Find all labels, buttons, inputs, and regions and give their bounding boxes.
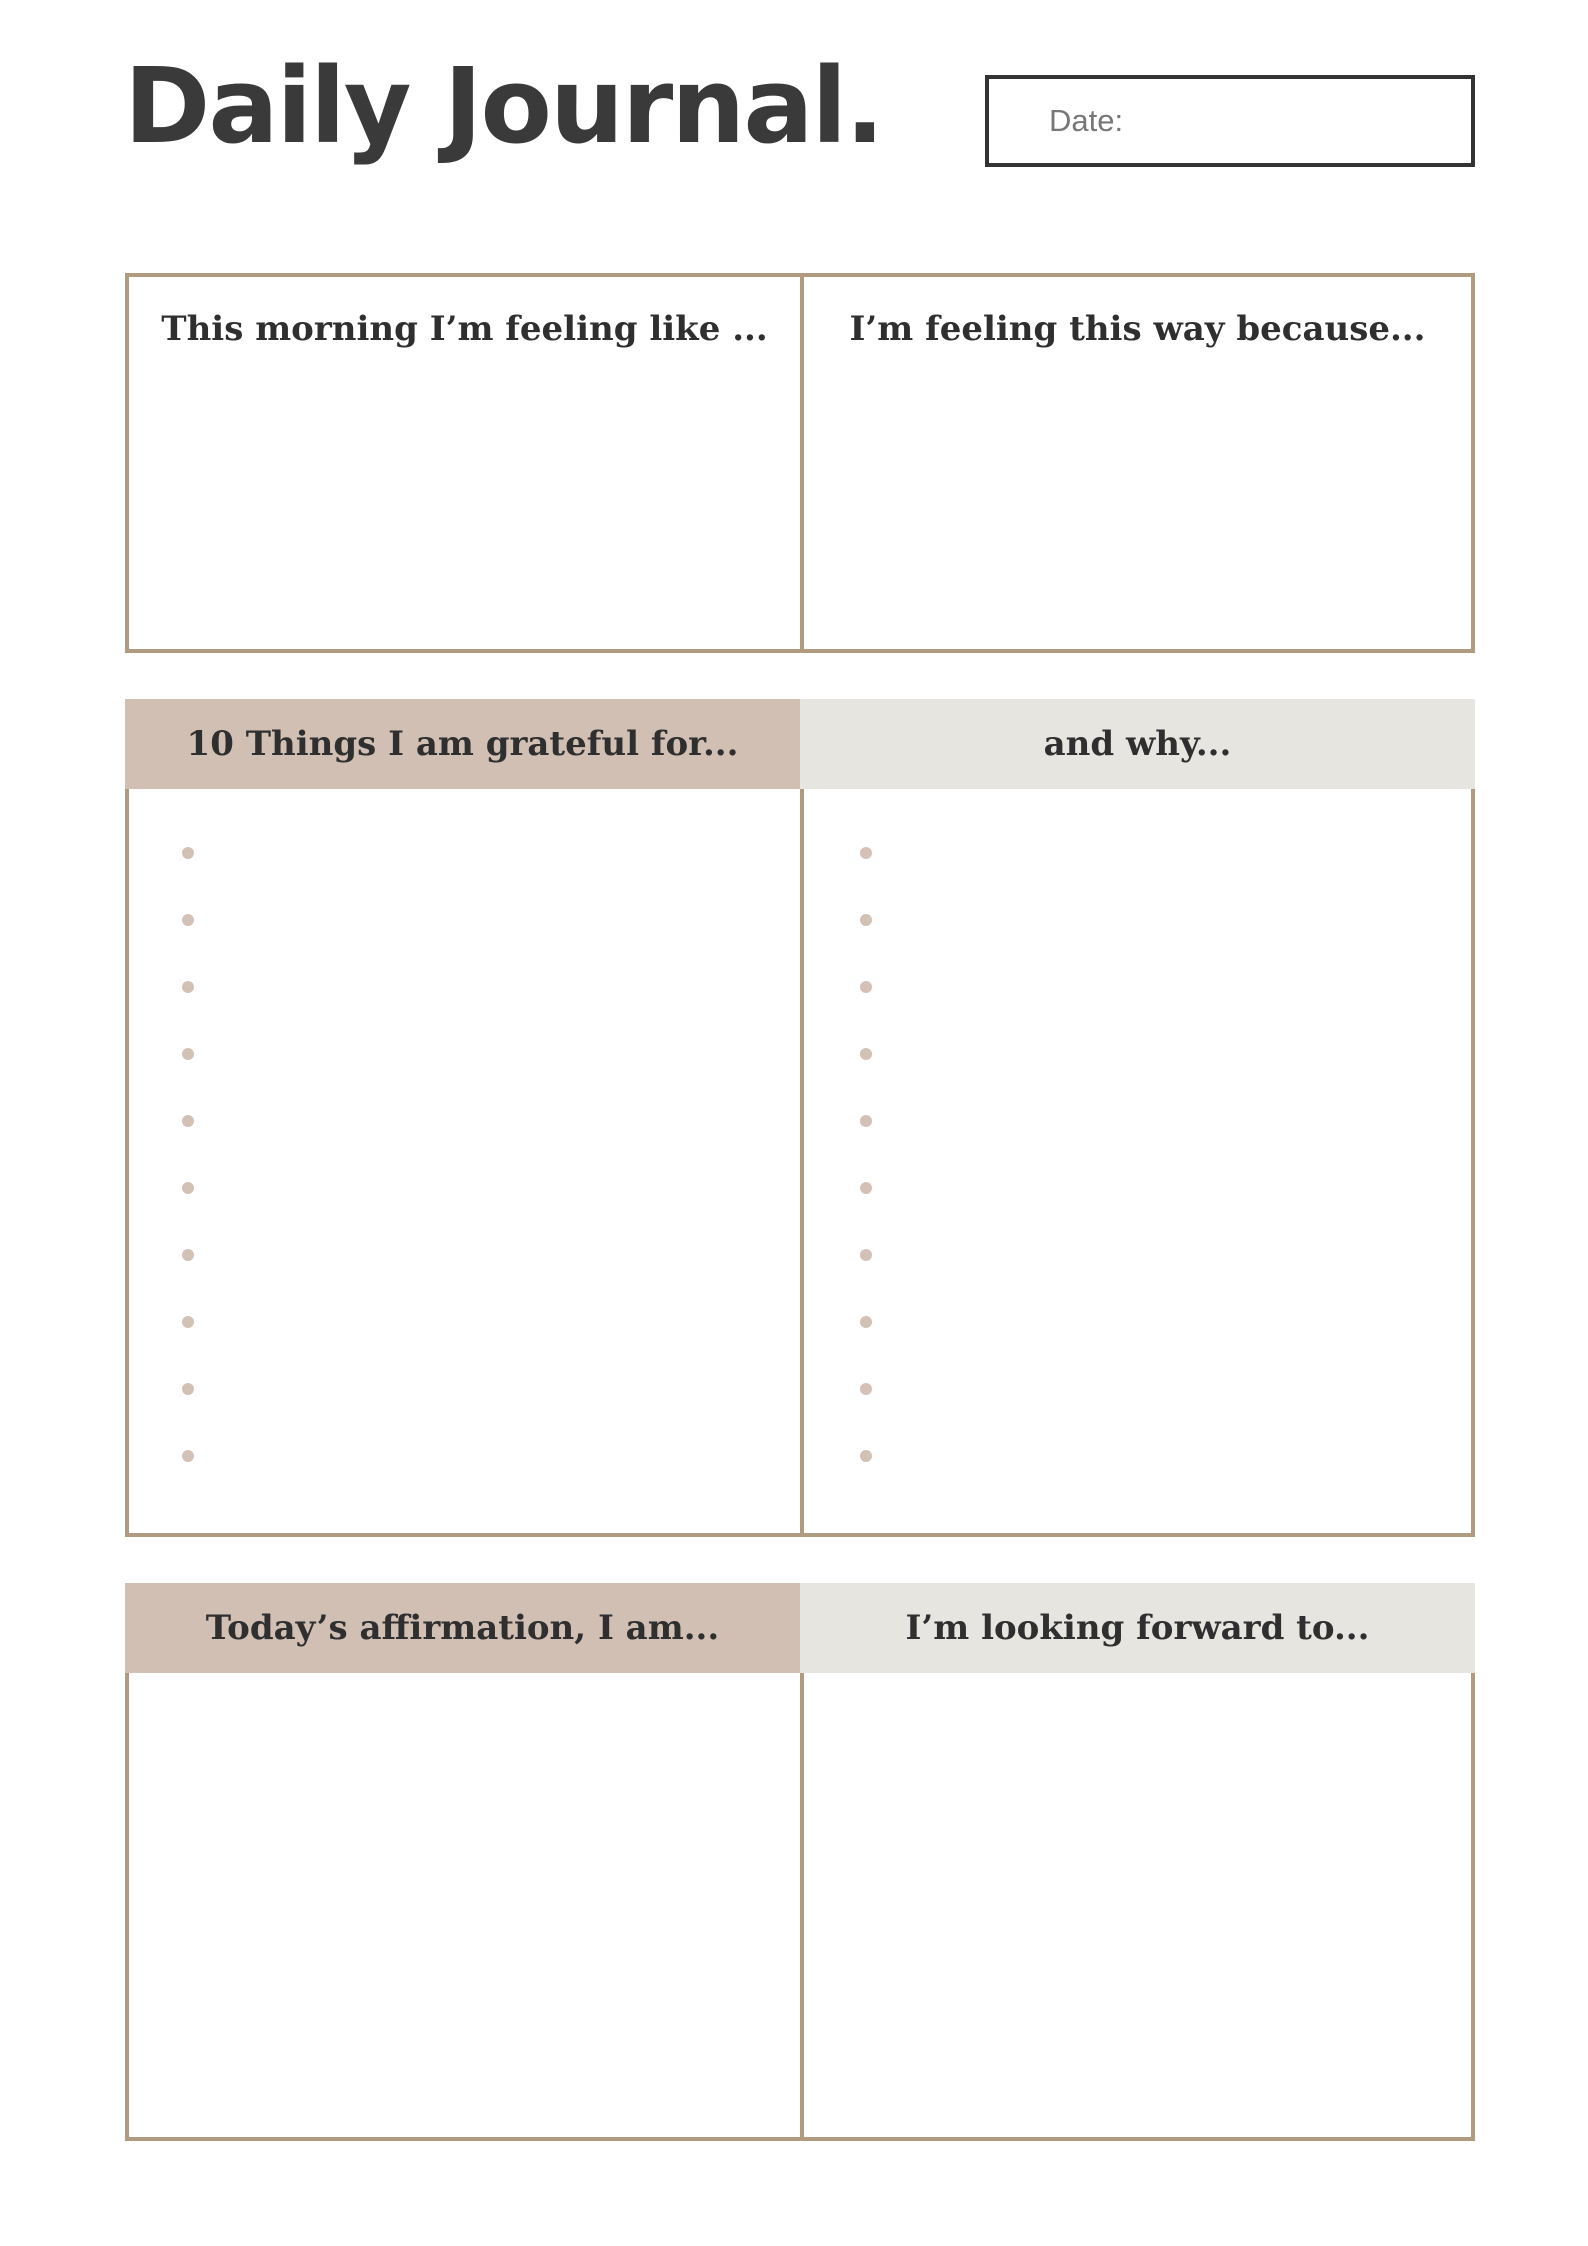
bullet-item: [860, 1182, 872, 1249]
bullet-item: [182, 1249, 194, 1316]
bullet-item: [860, 1383, 872, 1450]
bullet-item: [860, 847, 872, 914]
bullet-item: [860, 1115, 872, 1182]
gratitude-why-bullet-list: [860, 847, 872, 1517]
gratitude-header-band: [125, 699, 1475, 789]
gratitude-why-heading: and why...: [800, 699, 1475, 789]
date-label: Date:: [1049, 103, 1124, 138]
gratitude-bullet-list: [182, 847, 194, 1517]
feeling-reason-heading: I’m feeling this way because...: [849, 309, 1426, 349]
bullet-item: [860, 1316, 872, 1383]
bullet-item: [182, 1316, 194, 1383]
bullet-item: [182, 1383, 194, 1450]
looking-forward-heading: I’m looking forward to...: [800, 1583, 1475, 1673]
bullet-item: [860, 914, 872, 981]
page-title: Daily Journal.: [124, 45, 883, 167]
date-field[interactable]: [985, 75, 1475, 167]
bullet-item: [860, 1450, 872, 1517]
affirmation-header-band: [125, 1583, 1475, 1673]
gratitude-panel: [125, 699, 1475, 1537]
gratitude-heading: 10 Things I am grateful for...: [125, 699, 800, 789]
bullet-item: [182, 1115, 194, 1182]
bullet-item: [182, 914, 194, 981]
bullet-item: [860, 981, 872, 1048]
bullet-item: [860, 1048, 872, 1115]
panel-divider: [800, 699, 804, 1533]
bullet-item: [182, 1450, 194, 1517]
morning-feelings-panel: [125, 273, 1475, 653]
bullet-item: [182, 981, 194, 1048]
bullet-item: [182, 1048, 194, 1115]
bullet-item: [860, 1249, 872, 1316]
morning-feeling-heading: This morning I’m feeling like ...: [161, 309, 768, 349]
bullet-item: [182, 1182, 194, 1249]
bullet-item: [182, 847, 194, 914]
affirmation-heading: Today’s affirmation, I am...: [125, 1583, 800, 1673]
affirmation-panel: [125, 1583, 1475, 2141]
